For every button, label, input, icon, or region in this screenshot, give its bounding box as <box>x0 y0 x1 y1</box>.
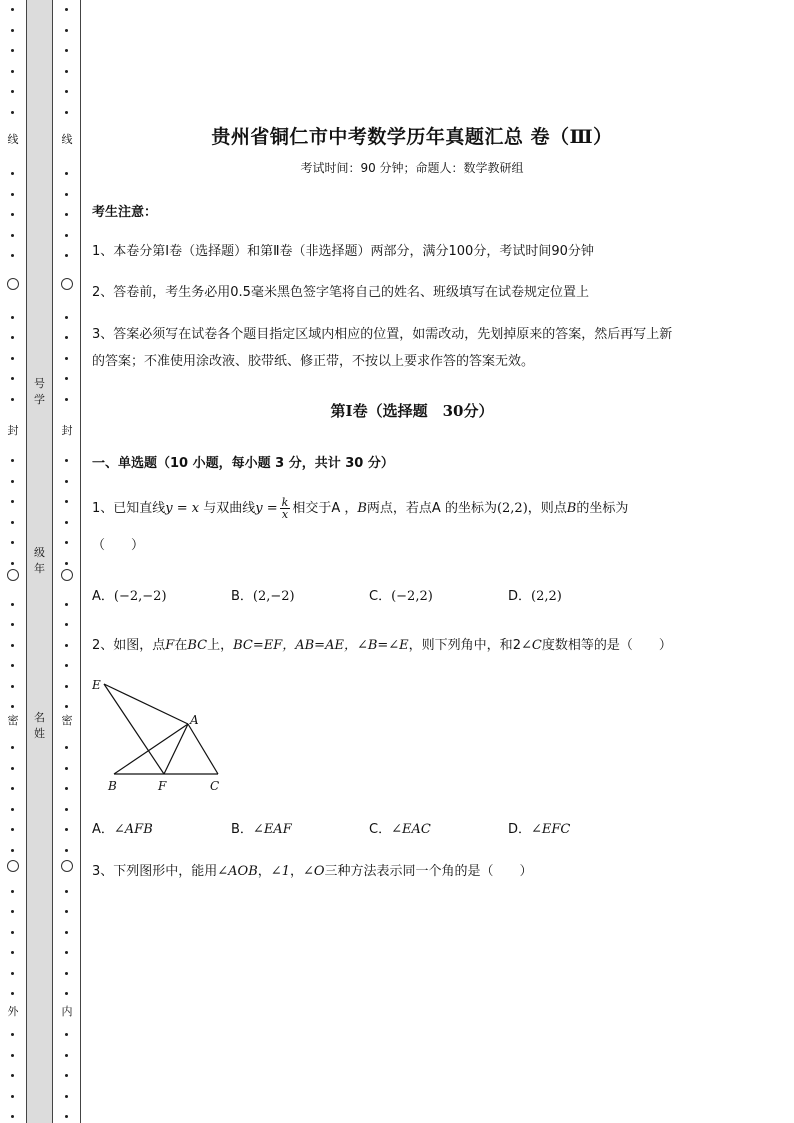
option-label: C． <box>369 822 392 837</box>
q1-text: 与双曲线 <box>203 501 256 516</box>
dot-mark <box>11 90 14 93</box>
option-label: D． <box>508 589 532 604</box>
fraction-denominator: x <box>281 508 289 521</box>
q1-fraction <box>280 497 291 520</box>
q2-option-c <box>369 818 431 837</box>
part-title: 一、单选题（10 小题，每小题 3 分，共计 30 分） <box>92 456 394 471</box>
dot-mark <box>65 459 68 462</box>
dot-mark <box>65 29 68 32</box>
mark-mi-inner: 密 <box>54 714 80 728</box>
dot-mark <box>11 336 14 339</box>
q2-angle-c: ∠C <box>520 638 542 653</box>
q2-point-f: F <box>165 638 175 653</box>
label-e: E <box>92 678 101 692</box>
dot-mark <box>11 29 14 32</box>
dot-mark <box>65 111 68 114</box>
dot-mark <box>11 521 14 524</box>
field-label: 名 <box>34 711 45 724</box>
dot-mark <box>65 480 68 483</box>
question-1 <box>92 494 628 524</box>
q1-option-b <box>231 585 295 604</box>
dot-mark <box>11 746 14 749</box>
dot-mark <box>11 541 14 544</box>
dot-mark <box>11 787 14 790</box>
dot-mark <box>11 500 14 503</box>
q3-angle-1: ∠1 <box>270 864 290 879</box>
dot-mark <box>11 767 14 770</box>
dot-mark <box>11 910 14 913</box>
dot-mark <box>11 377 14 380</box>
dot-mark <box>65 90 68 93</box>
option-value: (2,−2) <box>252 589 295 604</box>
dot-mark <box>11 49 14 52</box>
segment-ab <box>114 724 188 774</box>
circle-mark-icon <box>7 569 19 581</box>
dot-mark <box>65 193 68 196</box>
q2-segment-bc: BC <box>187 638 208 653</box>
dot-mark <box>65 808 68 811</box>
q1-option-a <box>92 585 167 604</box>
dot-mark <box>65 664 68 667</box>
option-label: A． <box>92 822 114 837</box>
dot-mark <box>11 1095 14 1098</box>
q3-text: ， <box>289 864 303 879</box>
circle-mark-icon <box>61 278 73 290</box>
circle-mark-icon <box>7 860 19 872</box>
q3-text: 三种方法表示同一个角的是（ ） <box>324 864 533 879</box>
dot-mark <box>11 8 14 11</box>
q1-text: ，则点 <box>527 501 567 516</box>
dot-mark <box>65 213 68 216</box>
dot-mark <box>65 603 68 606</box>
q1-answer-blank: （ ） <box>92 538 145 553</box>
fraction-numerator: k <box>281 496 289 509</box>
q1-text: 1、已知直线 <box>92 501 166 516</box>
dotted-cut-line-outer <box>0 0 26 1123</box>
dot-mark <box>65 931 68 934</box>
dot-mark <box>65 1095 68 1098</box>
dot-mark <box>11 172 14 175</box>
dot-mark <box>65 562 68 565</box>
q2-text: 2、如图，点 <box>92 638 166 653</box>
option-label: A． <box>92 589 114 604</box>
field-label: 年 <box>34 562 45 575</box>
dot-mark <box>65 644 68 647</box>
dot-mark <box>11 193 14 196</box>
notice-item-3: 3、答案必须写在试卷各个题目指定区域内相应的位置，如需改动，先划掉原来的答案，然后再写上新 <box>92 327 673 342</box>
mark-xian-outer: 线 <box>0 133 26 147</box>
field-class <box>26 545 53 577</box>
option-value: (−2,−2) <box>113 589 167 604</box>
notice-item-3-cont: 的答案；不准使用涂改液、胶带纸、修正带，不按以上要求作答的答案无效。 <box>92 354 535 369</box>
q3-text: 3、下列图形中，能用 <box>92 864 218 879</box>
field-student-number <box>26 376 53 408</box>
dot-mark <box>11 828 14 831</box>
dot-mark <box>65 70 68 73</box>
dot-mark <box>65 787 68 790</box>
dot-mark <box>65 910 68 913</box>
dot-mark <box>11 705 14 708</box>
dot-mark <box>65 172 68 175</box>
label-c: C <box>210 779 220 793</box>
q1-text: 相交于A ， <box>292 501 358 516</box>
q3-angle-o: ∠O <box>302 864 325 879</box>
option-label: B． <box>231 822 253 837</box>
dot-mark <box>11 808 14 811</box>
dot-mark <box>65 254 68 257</box>
binding-strip-outer <box>0 0 26 1123</box>
q1-text: 的坐标为 <box>576 501 629 516</box>
segment-ac <box>188 724 218 774</box>
mark-nei-inner: 内 <box>54 1005 80 1019</box>
dot-mark <box>11 111 14 114</box>
dot-mark <box>65 336 68 339</box>
q2-conditions: BC=EF，AB=AE，∠B=∠E <box>233 638 409 653</box>
dot-mark <box>11 664 14 667</box>
q3-text: ， <box>257 864 271 879</box>
option-value: ∠AFB <box>113 822 153 837</box>
dot-mark <box>11 398 14 401</box>
option-label: B． <box>231 589 253 604</box>
dot-mark <box>65 972 68 975</box>
dot-mark <box>11 685 14 688</box>
dot-mark <box>65 1074 68 1077</box>
dot-mark <box>65 1054 68 1057</box>
q2-triangle-figure <box>92 672 232 796</box>
mark-xian-inner: 线 <box>54 133 80 147</box>
option-value: (−2,2) <box>391 589 433 604</box>
segment-ea <box>104 684 188 724</box>
dot-mark <box>65 521 68 524</box>
dot-mark <box>65 623 68 626</box>
dot-mark <box>65 828 68 831</box>
dot-mark <box>11 562 14 565</box>
q1-hyperbola-lhs: y = <box>255 501 278 516</box>
q2-text: ，则下列角中，和 <box>408 638 513 653</box>
dot-mark <box>11 480 14 483</box>
dot-mark <box>65 1115 68 1118</box>
dot-mark <box>65 951 68 954</box>
q2-text: 在 <box>174 638 188 653</box>
dot-mark <box>11 1074 14 1077</box>
dot-mark <box>65 398 68 401</box>
dot-mark <box>11 1054 14 1057</box>
mark-wai-outer: 外 <box>0 1005 26 1019</box>
field-label: 学 <box>34 393 45 406</box>
label-a: A <box>190 713 199 727</box>
q2-option-d <box>508 818 570 837</box>
dot-mark <box>11 459 14 462</box>
dot-mark <box>65 541 68 544</box>
notice-item-1: 1、本卷分第Ⅰ卷（选择题）和第Ⅱ卷（非选择题）两部分，满分100分，考试时间90分钟 <box>92 244 594 259</box>
figure-lines <box>104 684 218 774</box>
dot-mark <box>11 890 14 893</box>
dot-mark <box>11 972 14 975</box>
label-b: B <box>108 779 117 793</box>
section-title: 第Ⅰ卷（选择题 30分） <box>330 402 494 420</box>
circle-mark-icon <box>61 569 73 581</box>
dot-mark <box>65 746 68 749</box>
option-label: D． <box>508 822 532 837</box>
dot-mark <box>11 931 14 934</box>
dot-mark <box>11 603 14 606</box>
dot-mark <box>65 357 68 360</box>
label-f: F <box>158 779 167 793</box>
circle-mark-icon <box>7 278 19 290</box>
dot-mark <box>65 849 68 852</box>
q3-angle-aob: ∠AOB <box>217 864 258 879</box>
q1-line-eq: y = x <box>165 501 200 516</box>
field-label: 姓 <box>34 727 45 740</box>
page-title: 贵州省铜仁市中考数学历年真题汇总 卷（Ⅲ） <box>211 126 613 148</box>
dot-mark <box>11 623 14 626</box>
dot-mark <box>65 1033 68 1036</box>
q2-text: 度数相等的是（ ） <box>541 638 672 653</box>
dot-mark <box>65 992 68 995</box>
dot-mark <box>11 316 14 319</box>
dot-mark <box>11 70 14 73</box>
binding-strip-inner <box>53 0 81 1123</box>
dot-mark <box>65 377 68 380</box>
dot-mark <box>65 767 68 770</box>
q1-coordinate: (2,2) <box>496 501 528 516</box>
q1-option-c <box>369 585 433 604</box>
mark-mi-outer: 密 <box>0 714 26 728</box>
dot-mark <box>11 951 14 954</box>
circle-mark-icon <box>61 860 73 872</box>
dot-mark <box>65 234 68 237</box>
dot-mark <box>65 500 68 503</box>
dot-mark <box>11 644 14 647</box>
question-2 <box>92 634 672 653</box>
q1-point-b: B <box>566 501 577 516</box>
q2-option-a <box>92 818 153 837</box>
option-value: (2,2) <box>531 589 562 604</box>
q1-point-b: B <box>357 501 367 516</box>
field-label: 级 <box>34 546 45 559</box>
dot-mark <box>11 992 14 995</box>
q1-option-d <box>508 585 562 604</box>
question-3 <box>92 860 533 879</box>
dot-mark <box>11 213 14 216</box>
option-value: ∠EAC <box>391 822 431 837</box>
option-label: C． <box>369 589 392 604</box>
q2-text: 上， <box>207 638 234 653</box>
dot-mark <box>11 357 14 360</box>
notice-item-2: 2、答卷前，考生务必用0.5毫米黑色签字笔将自己的姓名、班级填写在试卷规定位置上 <box>92 285 589 300</box>
dot-mark <box>11 849 14 852</box>
dot-mark <box>65 705 68 708</box>
notice-title: 考生注意： <box>92 205 158 220</box>
dot-mark <box>11 1033 14 1036</box>
exam-info: 考试时间：90 分钟；命题人：数学教研组 <box>300 161 524 175</box>
dot-mark <box>65 8 68 11</box>
q1-text: 两点，若点A 的坐标为 <box>366 501 497 516</box>
dot-mark <box>65 49 68 52</box>
field-label: 号 <box>34 377 45 390</box>
q2-coefficient: 2 <box>512 638 521 653</box>
dotted-cut-line-inner <box>54 0 80 1123</box>
dot-mark <box>65 685 68 688</box>
q2-option-b <box>231 818 292 837</box>
field-name <box>26 710 53 742</box>
mark-feng-inner: 封 <box>54 424 80 438</box>
dot-mark <box>11 234 14 237</box>
dot-mark <box>65 890 68 893</box>
option-value: ∠EAF <box>252 822 292 837</box>
dot-mark <box>65 316 68 319</box>
dot-mark <box>11 254 14 257</box>
dot-mark <box>11 1115 14 1118</box>
mark-feng-outer: 封 <box>0 424 26 438</box>
option-value: ∠EFC <box>531 822 571 837</box>
